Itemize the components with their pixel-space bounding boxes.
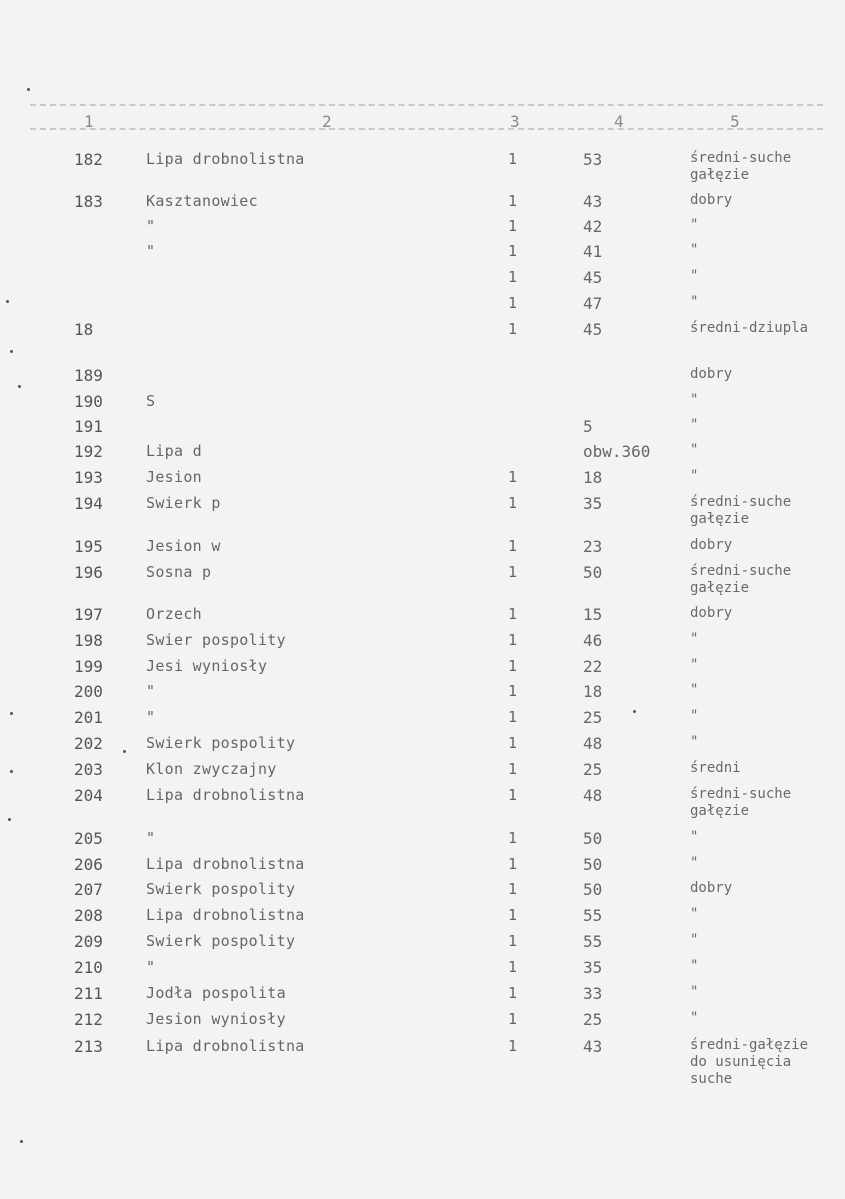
quantity: 1 [508, 829, 518, 847]
row-number: 199 [74, 657, 103, 676]
trunk-size: 15 [583, 605, 603, 624]
condition-note: dobry [690, 537, 733, 553]
margin-speck [18, 385, 21, 388]
row-number: 209 [74, 932, 103, 951]
condition-note: " [690, 657, 699, 673]
species-name: Swier pospolity [146, 631, 286, 649]
margin-speck [10, 350, 13, 353]
species-name: Jesion wyniosły [146, 1010, 286, 1028]
condition-note: " [690, 734, 699, 750]
trunk-size: 25 [583, 760, 603, 779]
quantity: 1 [508, 494, 518, 512]
quantity: 1 [508, 1037, 518, 1055]
condition-note: " [690, 708, 699, 724]
margin-speck [10, 712, 13, 715]
condition-note: średni-dziupla [690, 320, 809, 336]
quantity: 1 [508, 958, 518, 976]
trunk-size: 18 [583, 468, 603, 487]
condition-note: " [690, 932, 699, 948]
species-name: Jesi wyniosły [146, 657, 268, 675]
quantity: 1 [508, 880, 518, 898]
condition-note: średni-suche gałęzie [690, 563, 792, 596]
species-name: " [146, 682, 156, 700]
quantity: 1 [508, 760, 518, 778]
margin-speck [27, 88, 30, 91]
trunk-size: 50 [583, 563, 603, 582]
trunk-size: 33 [583, 984, 603, 1003]
quantity: 1 [508, 786, 518, 804]
species-name: Lipa d [146, 442, 202, 460]
header-bottom-rule [30, 128, 823, 130]
condition-note: dobry [690, 880, 733, 896]
row-number: 182 [74, 150, 103, 169]
species-name: Sosna p [146, 563, 212, 581]
trunk-size: 55 [583, 932, 603, 951]
trunk-size: 45 [583, 320, 603, 339]
row-number: 211 [74, 984, 103, 1003]
row-number: 208 [74, 906, 103, 925]
trunk-size: 18 [583, 682, 603, 701]
trunk-size: 25 [583, 1010, 603, 1029]
quantity: 1 [508, 932, 518, 950]
species-name: Kasztanowiec [146, 192, 258, 210]
margin-speck [20, 1140, 23, 1143]
condition-note: średni [690, 760, 741, 776]
condition-note: " [690, 242, 699, 258]
species-name: " [146, 829, 156, 847]
column-header-5: 5 [730, 112, 740, 131]
condition-note: średni-suche gałęzie [690, 494, 792, 527]
quantity: 1 [508, 320, 518, 338]
row-number: 213 [74, 1037, 103, 1056]
row-number: 203 [74, 760, 103, 779]
trunk-size: obw.360 [583, 442, 651, 461]
row-number: 198 [74, 631, 103, 650]
trunk-size: 35 [583, 494, 603, 513]
row-number: 195 [74, 537, 103, 556]
condition-note: " [690, 855, 699, 871]
row-number: 210 [74, 958, 103, 977]
species-name: Swierk p [146, 494, 221, 512]
row-number: 183 [74, 192, 103, 211]
trunk-size: 23 [583, 537, 603, 556]
condition-note: " [690, 294, 699, 310]
margin-speck [6, 300, 9, 303]
trunk-size: 41 [583, 242, 603, 261]
column-header-2: 2 [322, 112, 332, 131]
species-name: Lipa drobnolistna [146, 150, 305, 168]
species-name: Jesion w [146, 537, 221, 555]
quantity: 1 [508, 192, 518, 210]
quantity: 1 [508, 708, 518, 726]
quantity: 1 [508, 468, 518, 486]
row-number: 18 [74, 320, 94, 339]
species-name: Orzech [146, 605, 202, 623]
species-name: Klon zwyczajny [146, 760, 277, 778]
header-top-rule [30, 104, 823, 106]
margin-speck [10, 770, 13, 773]
condition-note: " [690, 417, 699, 433]
margin-speck [8, 818, 11, 821]
row-number: 191 [74, 417, 103, 436]
condition-note: " [690, 958, 699, 974]
species-name: Lipa drobnolistna [146, 855, 305, 873]
trunk-size: 22 [583, 657, 603, 676]
condition-note: średni-suche gałęzie [690, 150, 792, 183]
row-number: 190 [74, 392, 103, 411]
quantity: 1 [508, 268, 518, 286]
condition-note: " [690, 984, 699, 1000]
quantity: 1 [508, 657, 518, 675]
species-name: S [146, 392, 156, 410]
row-number: 212 [74, 1010, 103, 1029]
trunk-size: 35 [583, 958, 603, 977]
condition-note: " [690, 217, 699, 233]
trunk-size: 45 [583, 268, 603, 287]
column-header-4: 4 [614, 112, 624, 131]
condition-note: " [690, 268, 699, 284]
quantity: 1 [508, 734, 518, 752]
quantity: 1 [508, 631, 518, 649]
condition-note: " [690, 1010, 699, 1026]
quantity: 1 [508, 150, 518, 168]
row-number: 194 [74, 494, 103, 513]
margin-speck [633, 710, 636, 713]
condition-note: " [690, 829, 699, 845]
column-header-1: 1 [84, 112, 94, 131]
trunk-size: 55 [583, 906, 603, 925]
quantity: 1 [508, 1010, 518, 1028]
row-number: 202 [74, 734, 103, 753]
condition-note: dobry [690, 605, 733, 621]
trunk-size: 50 [583, 855, 603, 874]
quantity: 1 [508, 294, 518, 312]
condition-note: średni-suche gałęzie [690, 786, 792, 819]
trunk-size: 43 [583, 1037, 603, 1056]
row-number: 201 [74, 708, 103, 727]
quantity: 1 [508, 984, 518, 1002]
column-header-3: 3 [510, 112, 520, 131]
quantity: 1 [508, 682, 518, 700]
trunk-size: 50 [583, 829, 603, 848]
species-name: Lipa drobnolistna [146, 1037, 305, 1055]
trunk-size: 50 [583, 880, 603, 899]
row-number: 189 [74, 366, 103, 385]
quantity: 1 [508, 605, 518, 623]
trunk-size: 42 [583, 217, 603, 236]
condition-note: " [690, 468, 699, 484]
condition-note: dobry [690, 192, 733, 208]
quantity: 1 [508, 217, 518, 235]
species-name: " [146, 708, 156, 726]
quantity: 1 [508, 563, 518, 581]
species-name: Swierk pospolity [146, 880, 296, 898]
condition-note: " [690, 631, 699, 647]
trunk-size: 47 [583, 294, 603, 313]
quantity: 1 [508, 906, 518, 924]
row-number: 192 [74, 442, 103, 461]
quantity: 1 [508, 855, 518, 873]
row-number: 206 [74, 855, 103, 874]
row-number: 197 [74, 605, 103, 624]
condition-note: " [690, 442, 699, 458]
trunk-size: 43 [583, 192, 603, 211]
species-name: Jodła pospolita [146, 984, 286, 1002]
trunk-size: 25 [583, 708, 603, 727]
condition-note: " [690, 392, 699, 408]
condition-note: dobry [690, 366, 733, 382]
trunk-size: 48 [583, 786, 603, 805]
row-number: 204 [74, 786, 103, 805]
species-name: " [146, 217, 156, 235]
species-name: Swierk pospolity [146, 734, 296, 752]
trunk-size: 53 [583, 150, 603, 169]
row-number: 193 [74, 468, 103, 487]
condition-note: " [690, 906, 699, 922]
quantity: 1 [508, 537, 518, 555]
species-name: Lipa drobnolistna [146, 906, 305, 924]
row-number: 196 [74, 563, 103, 582]
quantity: 1 [508, 242, 518, 260]
species-name: Lipa drobnolistna [146, 786, 305, 804]
trunk-size: 48 [583, 734, 603, 753]
species-name: " [146, 958, 156, 976]
trunk-size: 5 [583, 417, 593, 436]
margin-speck [123, 750, 126, 753]
row-number: 205 [74, 829, 103, 848]
condition-note: " [690, 682, 699, 698]
species-name: " [146, 242, 156, 260]
row-number: 207 [74, 880, 103, 899]
species-name: Jesion [146, 468, 202, 486]
row-number: 200 [74, 682, 103, 701]
condition-note: średni-gałęzie do usunięcia suche [690, 1037, 809, 1087]
trunk-size: 46 [583, 631, 603, 650]
species-name: Swierk pospolity [146, 932, 296, 950]
